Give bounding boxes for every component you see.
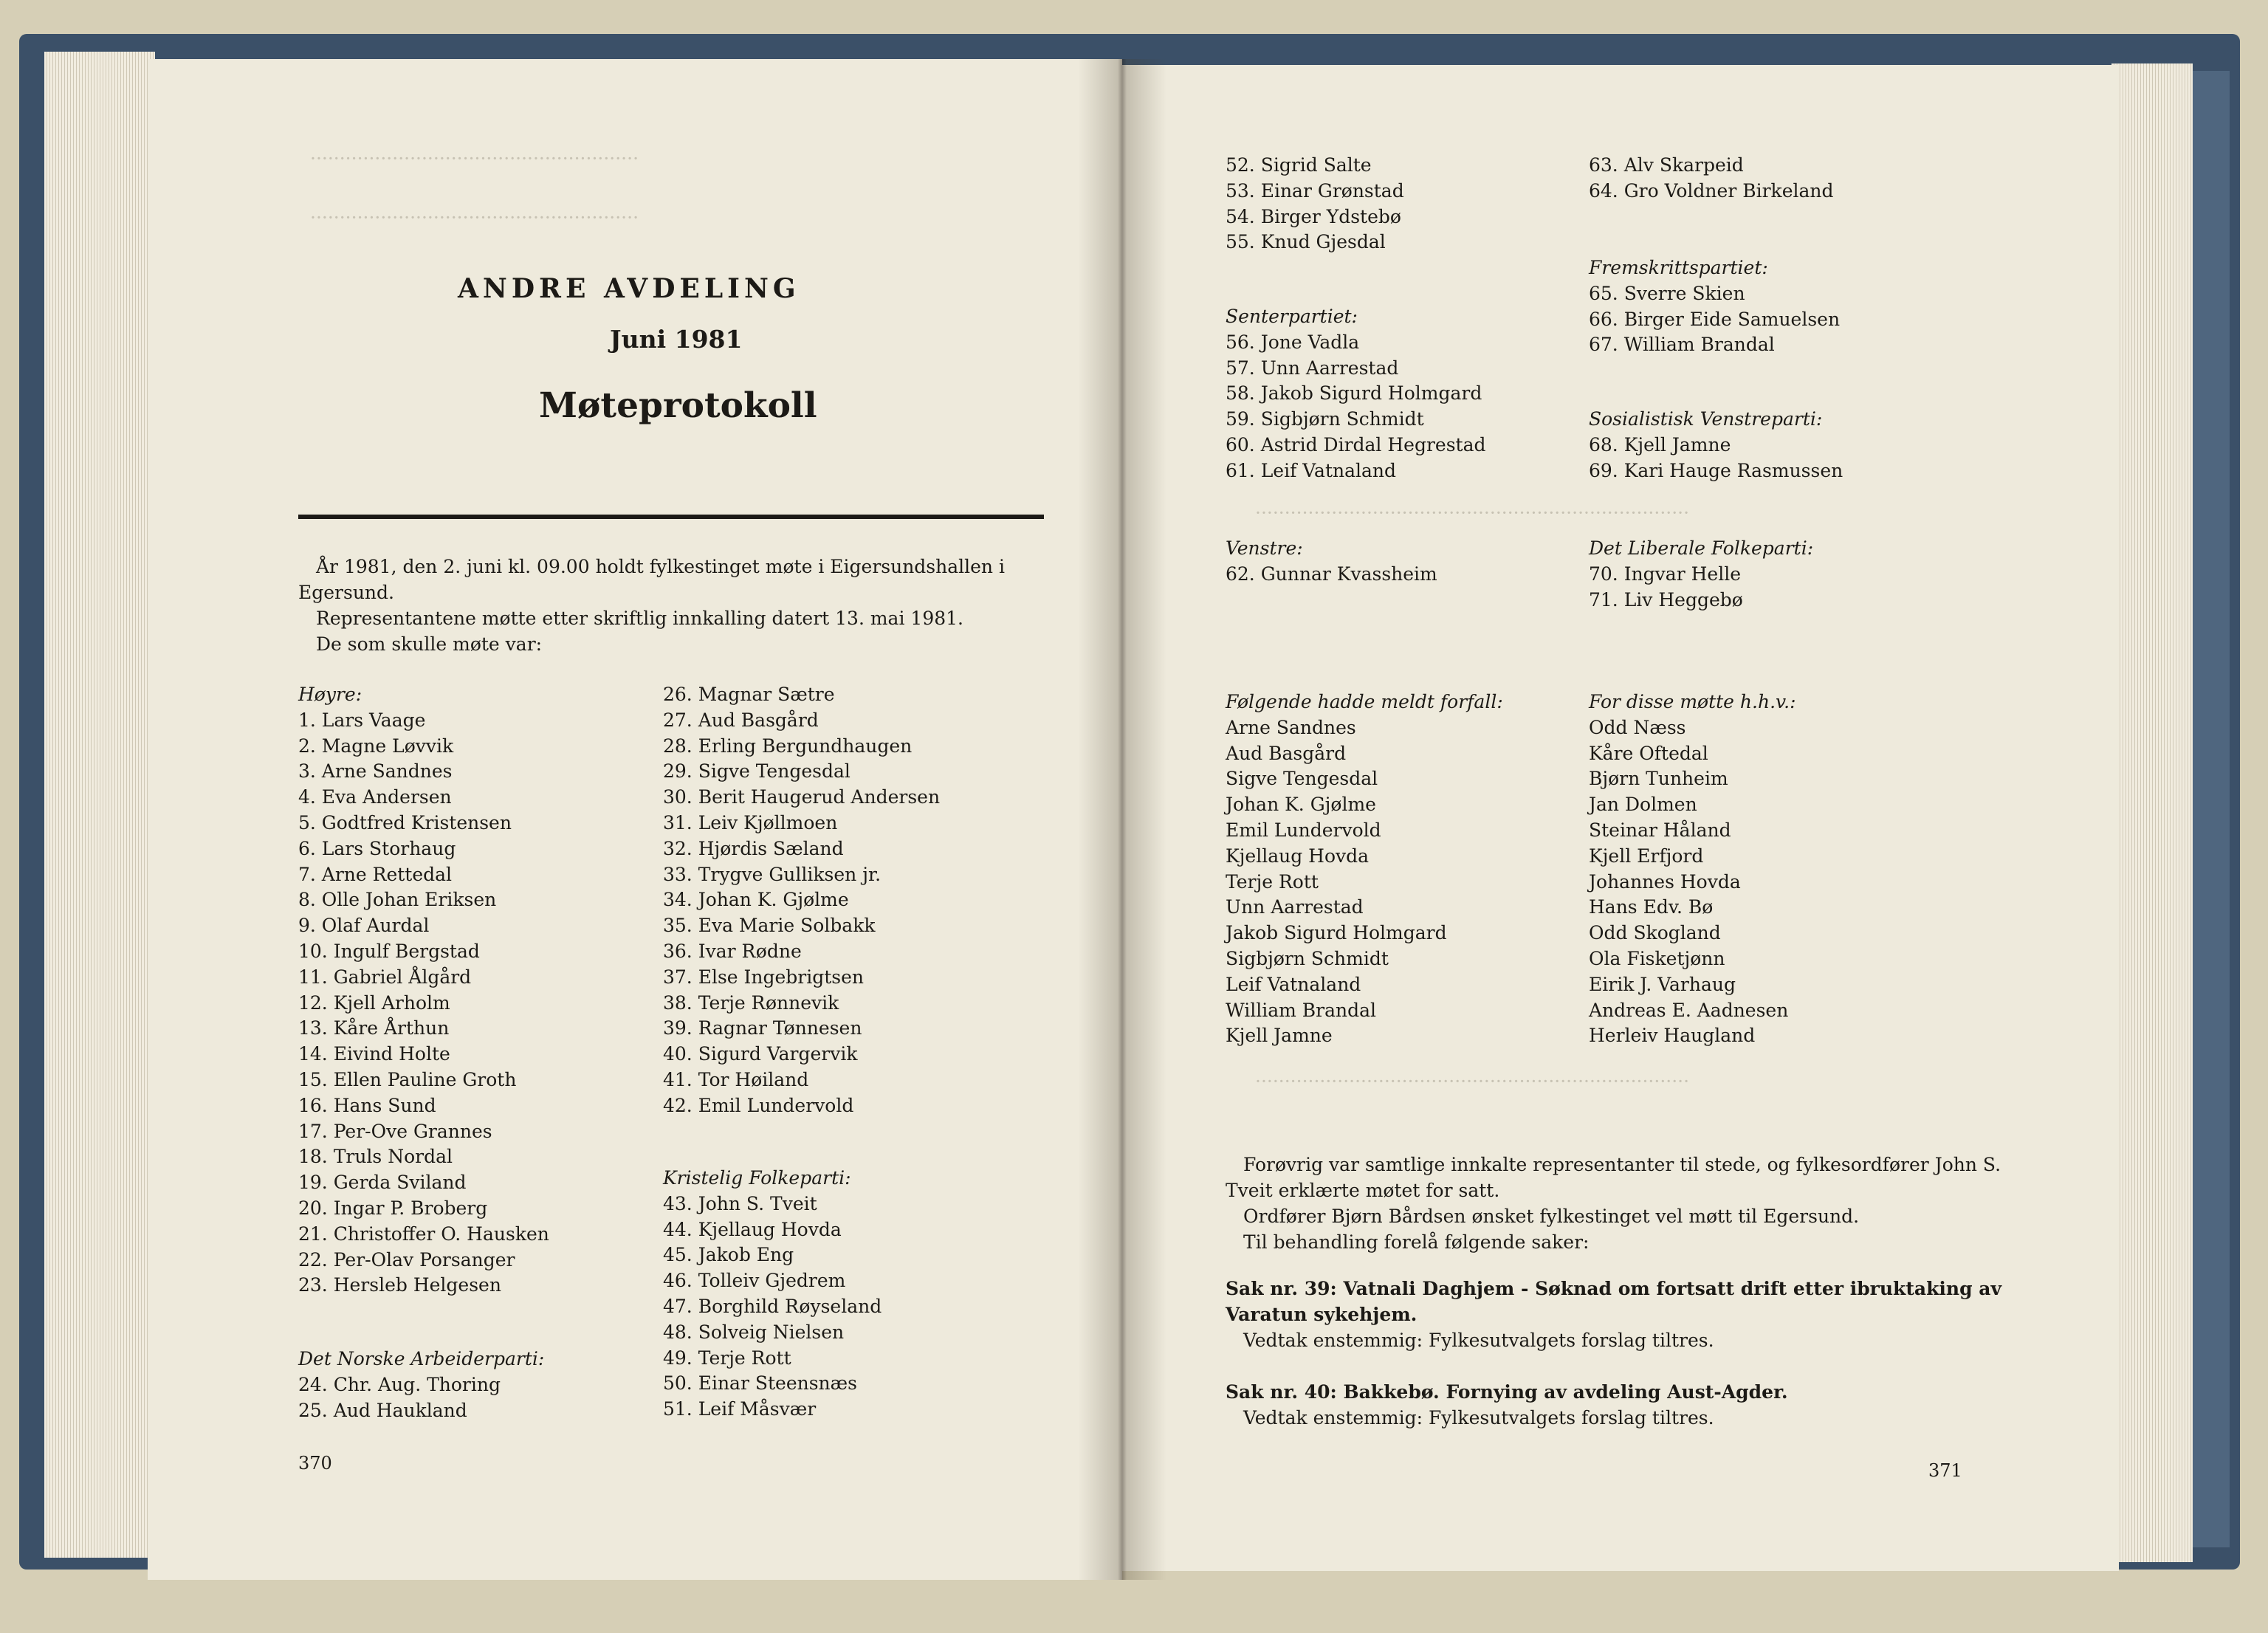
- krf-list-item: 49. Terje Rott: [663, 1347, 791, 1369]
- krf-list-item: 43. John S. Tveit: [663, 1192, 817, 1214]
- bleed-through-text: ························································: [310, 207, 639, 228]
- hoyre-list-item: 21. Christoffer O. Hausken: [298, 1223, 549, 1245]
- krf-list-item: 51. Leif Måsvær: [663, 1398, 817, 1420]
- section-heading: ANDRE AVDELING: [458, 273, 800, 304]
- absent-list-item: Emil Lundervold: [1226, 819, 1381, 841]
- liberale-list-heading: Det Liberale Folkeparti:: [1589, 537, 1814, 559]
- krf-list-item: 44. Kjellaug Hovda: [663, 1218, 842, 1240]
- hoyre-list-item: 11. Gabriel Ålgård: [298, 966, 472, 988]
- krf-list-item: 47. Borghild Røyseland: [663, 1296, 882, 1317]
- list-col2-item: 42. Emil Lundervold: [663, 1094, 854, 1116]
- arbeiderparti-list-item: 24. Chr. Aug. Thoring: [298, 1373, 501, 1395]
- list-col2-item: 37. Else Ingebrigtsen: [663, 966, 865, 988]
- krf-list-item: 48. Solveig Nielsen: [663, 1321, 845, 1343]
- list-col-b-item: 63. Alv Skarpeid: [1589, 154, 1744, 176]
- list-col2-item: 31. Leiv Kjøllmoen: [663, 812, 838, 833]
- section-date: Juni 1981: [610, 325, 743, 354]
- arbeiderparti-list-heading: Det Norske Arbeiderparti:: [298, 1348, 545, 1369]
- sv-list-heading: Sosialistisk Venstreparti:: [1589, 408, 1823, 430]
- absent-list-item: Terje Rott: [1226, 870, 1319, 893]
- absent-list-item: Arne Sandnes: [1226, 716, 1356, 738]
- substitute-list-item: Ola Fisketjønn: [1589, 948, 1725, 969]
- fremskrittspartiet-list-item: 66. Birger Eide Samuelsen: [1589, 308, 1841, 330]
- list-col-a-item: 54. Birger Ydstebø: [1226, 205, 1401, 227]
- list-col2-item: 34. Johan K. Gjølme: [663, 889, 849, 911]
- list-col-a-item: 55. Knud Gjesdal: [1226, 231, 1386, 253]
- substitute-list-item: Bjørn Tunheim: [1589, 768, 1728, 790]
- sv-list-item: 69. Kari Hauge Rasmussen: [1589, 459, 1843, 481]
- closing-line: Til behandling forelå følgende saker:: [1243, 1231, 1590, 1253]
- closing-line: Ordfører Bjørn Bårdsen ønsket fylkestinget vel møtt til Egersund.: [1243, 1206, 1860, 1227]
- list-col2-item: 29. Sigve Tengesdal: [663, 760, 850, 783]
- list-col-a-item: 53. Einar Grønstad: [1226, 179, 1404, 202]
- list-col-a-item: 52. Sigrid Salte: [1226, 154, 1372, 176]
- list-col2-item: 32. Hjørdis Sæland: [663, 837, 844, 859]
- venstre-list-item: 62. Gunnar Kvassheim: [1226, 563, 1437, 585]
- hoyre-list-item: 18. Truls Nordal: [298, 1146, 453, 1168]
- closing-line: Tveit erklærte møtet for satt.: [1226, 1180, 1500, 1201]
- krf-list-item: 46. Tolleiv Gjedrem: [663, 1270, 846, 1292]
- substitute-list-item: Kjell Erfjord: [1589, 845, 1704, 867]
- hoyre-list-item: 15. Ellen Pauline Groth: [298, 1069, 517, 1090]
- list-col2-item: 27. Aud Basgård: [663, 709, 819, 731]
- hoyre-list-item: 4. Eva Andersen: [298, 786, 452, 808]
- bleed-through-text: ··········································································: [1255, 1070, 1690, 1092]
- case-39-title-cont: Varatun sykehjem.: [1226, 1304, 1418, 1325]
- senterpartiet-list-item: 61. Leif Vatnaland: [1226, 459, 1397, 481]
- list-col2-item: 40. Sigurd Vargervik: [663, 1043, 858, 1065]
- hoyre-list-item: 10. Ingulf Bergstad: [298, 941, 480, 962]
- absent-list-item: Unn Aarrestad: [1226, 896, 1364, 918]
- hoyre-list-item: 5. Godtfred Kristensen: [298, 812, 512, 833]
- absent-list-item: Kjell Jamne: [1226, 1025, 1333, 1047]
- senterpartiet-list-heading: Senterpartiet:: [1226, 306, 1358, 327]
- intro-line: De som skulle møte var:: [316, 633, 543, 655]
- case-39-title: Sak nr. 39: Vatnali Daghjem - Søknad om fortsatt drift etter ibruktaking av: [1226, 1278, 2002, 1299]
- senterpartiet-list-item: 57. Unn Aarrestad: [1226, 357, 1399, 379]
- case-40-title: Sak nr. 40: Bakkebø. Fornying av avdeling Aust-Agder.: [1226, 1381, 1788, 1403]
- case-39-decision: Vedtak enstemmig: Fylkesutvalgets forslag tiltres.: [1243, 1330, 1714, 1351]
- senterpartiet-list-item: 60. Astrid Dirdal Hegrestad: [1226, 434, 1486, 455]
- hoyre-list-item: 17. Per-Ove Grannes: [298, 1120, 492, 1142]
- page-edges-right: [2111, 63, 2193, 1562]
- page-number-left: 370: [298, 1453, 332, 1474]
- sv-list-item: 68. Kjell Jamne: [1589, 433, 1731, 455]
- fremskrittspartiet-list-item: 65. Sverre Skien: [1589, 282, 1745, 304]
- substitute-list-item: Odd Skogland: [1589, 922, 1721, 944]
- senterpartiet-list-item: 56. Jone Vadla: [1226, 331, 1360, 353]
- closing-line: Forøvrig var samtlige innkalte representanter til stede, og fylkesordfører John S.: [1243, 1154, 2001, 1175]
- page-title: Møteprotokoll: [539, 385, 817, 426]
- substitute-list-item: Kåre Oftedal: [1589, 742, 1708, 764]
- title-rule: [298, 515, 1044, 519]
- hoyre-list-item: 1. Lars Vaage: [298, 709, 426, 731]
- hoyre-list-item: 14. Eivind Holte: [298, 1043, 450, 1065]
- substitute-list-item: Jan Dolmen: [1589, 794, 1697, 816]
- hoyre-list-item: 12. Kjell Arholm: [298, 991, 450, 1014]
- hoyre-list-item: 9. Olaf Aurdal: [298, 915, 430, 937]
- substitute-list-item: Herleiv Haugland: [1589, 1025, 1756, 1047]
- absent-list-item: Leif Vatnaland: [1226, 973, 1361, 995]
- substitute-list-item: Andreas E. Aadnesen: [1589, 999, 1789, 1021]
- absent-list-item: Jakob Sigurd Holmgard: [1226, 922, 1447, 944]
- krf-list-item: 50. Einar Steensnæs: [663, 1372, 857, 1395]
- absent-list-item: Sigbjørn Schmidt: [1226, 948, 1389, 969]
- list-col2-item: 30. Berit Haugerud Andersen: [663, 786, 941, 808]
- hoyre-list-item: 16. Hans Sund: [298, 1094, 436, 1116]
- hoyre-list-item: 2. Magne Løvvik: [298, 735, 454, 757]
- list-col2-item: 38. Terje Rønnevik: [663, 991, 839, 1014]
- krf-list-item: 45. Jakob Eng: [663, 1244, 794, 1266]
- intro-line: Representantene møtte etter skriftlig innkalling datert 13. mai 1981.: [316, 608, 963, 629]
- hoyre-list-item: 20. Ingar P. Broberg: [298, 1197, 488, 1219]
- fremskrittspartiet-list-heading: Fremskrittspartiet:: [1589, 257, 1768, 278]
- hoyre-list-item: 3. Arne Sandnes: [298, 760, 453, 783]
- hoyre-list-item: 6. Lars Storhaug: [298, 837, 456, 859]
- hoyre-list-item: 7. Arne Rettedal: [298, 863, 453, 885]
- page-number-right: 371: [1928, 1460, 1962, 1481]
- substitute-list-item: Johannes Hovda: [1589, 870, 1741, 893]
- substitute-list-item: Hans Edv. Bø: [1589, 896, 1714, 918]
- senterpartiet-list-item: 58. Jakob Sigurd Holmgard: [1226, 382, 1482, 405]
- intro-line: År 1981, den 2. juni kl. 09.00 holdt fylkestinget møte i Eigersundshallen i: [316, 556, 1005, 577]
- venstre-list-heading: Venstre:: [1226, 537, 1303, 559]
- list-col2-item: 33. Trygve Gulliksen jr.: [663, 863, 882, 885]
- case-40-decision: Vedtak enstemmig: Fylkesutvalgets forslag tiltres.: [1243, 1407, 1714, 1429]
- bleed-through-text: ························································: [310, 148, 639, 169]
- list-col2-item: 28. Erling Bergundhaugen: [663, 735, 913, 757]
- absent-list-item: Aud Basgård: [1226, 742, 1347, 764]
- hoyre-list-item: 22. Per-Olav Porsanger: [298, 1248, 515, 1271]
- list-col2-item: 41. Tor Høiland: [663, 1069, 809, 1090]
- arbeiderparti-list-item: 25. Aud Haukland: [298, 1399, 467, 1421]
- page-edges-left: [44, 52, 155, 1558]
- fremskrittspartiet-list-item: 67. William Brandal: [1589, 334, 1775, 356]
- hoyre-list-item: 8. Olle Johan Eriksen: [298, 889, 497, 911]
- liberale-list-item: 71. Liv Heggebø: [1589, 588, 1743, 611]
- list-col2-item: 26. Magnar Sætre: [663, 684, 835, 705]
- substitute-list-heading: For disse møtte h.h.v.:: [1589, 691, 1796, 712]
- absent-list-item: Sigve Tengesdal: [1226, 768, 1378, 790]
- intro-line: Egersund.: [298, 582, 394, 603]
- absent-list-item: Johan K. Gjølme: [1226, 794, 1376, 816]
- list-col2-item: 36. Ivar Rødne: [663, 941, 802, 962]
- senterpartiet-list-item: 59. Sigbjørn Schmidt: [1226, 408, 1424, 430]
- substitute-list-item: Steinar Håland: [1589, 819, 1731, 841]
- bleed-through-text: ··········································································: [1255, 502, 1690, 523]
- substitute-list-item: Odd Næss: [1589, 716, 1686, 738]
- substitute-list-item: Eirik J. Varhaug: [1589, 973, 1736, 995]
- absent-list-heading: Følgende hadde meldt forfall:: [1226, 691, 1503, 712]
- krf-list-heading: Kristelig Folkeparti:: [663, 1167, 851, 1189]
- list-col2-item: 39. Ragnar Tønnesen: [663, 1017, 862, 1039]
- list-col-b-item: 64. Gro Voldner Birkeland: [1589, 179, 1834, 202]
- absent-list-item: William Brandal: [1226, 999, 1377, 1021]
- hoyre-list-heading: Høyre:: [298, 684, 362, 705]
- list-col2-item: 35. Eva Marie Solbakk: [663, 915, 876, 937]
- hoyre-list-item: 13. Kåre Årthun: [298, 1017, 450, 1039]
- hoyre-list-item: 23. Hersleb Helgesen: [298, 1274, 501, 1296]
- book-gutter: [1078, 59, 1166, 1580]
- hoyre-list-item: 19. Gerda Sviland: [298, 1172, 467, 1194]
- liberale-list-item: 70. Ingvar Helle: [1589, 563, 1741, 585]
- absent-list-item: Kjellaug Hovda: [1226, 845, 1370, 867]
